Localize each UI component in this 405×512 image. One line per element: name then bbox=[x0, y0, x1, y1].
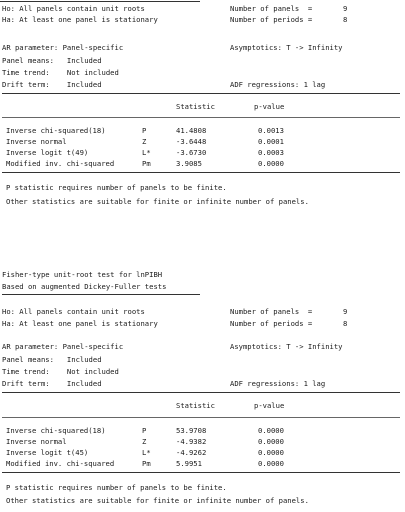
table-row-statistic: -3.6448 bbox=[176, 137, 207, 146]
table-row-symbol: L* bbox=[142, 148, 151, 157]
note-1: P statistic requires number of panels to be finite. bbox=[6, 183, 227, 192]
num-periods-label: Number of periods = bbox=[230, 15, 313, 24]
table-row-symbol: Z bbox=[142, 137, 147, 146]
table-row-symbol: Pm bbox=[142, 159, 151, 168]
time-trend: Time trend: Not included bbox=[2, 367, 119, 376]
title-rule bbox=[2, 294, 200, 295]
num-periods-label: Number of periods = bbox=[230, 319, 313, 328]
col-pvalue: p-value bbox=[254, 102, 285, 111]
note-2: Other statistics are suitable for finite or infinite number of panels. bbox=[6, 197, 309, 206]
drift-term: Drift term: Included bbox=[2, 379, 102, 388]
num-periods-value: 8 bbox=[343, 319, 348, 328]
table-row-pvalue: 0.0000 bbox=[258, 448, 284, 457]
asymptotics: Asymptotics: T -> Infinity bbox=[230, 342, 343, 351]
table-row-pvalue: 0.0013 bbox=[258, 126, 284, 135]
table-row-symbol: Pm bbox=[142, 459, 151, 468]
table-row-symbol: P bbox=[142, 126, 147, 135]
num-panels-value: 9 bbox=[343, 307, 348, 316]
ha-line: Ha: At least one panel is stationary bbox=[2, 15, 158, 24]
table-row-name: Inverse logit t(45) bbox=[6, 448, 89, 457]
table-row-name: Inverse normal bbox=[6, 137, 67, 146]
col-statistic: Statistic bbox=[176, 102, 215, 111]
table-row-name: Inverse normal bbox=[6, 437, 67, 446]
table-row-name: Modified inv. chi-squared bbox=[6, 159, 115, 168]
table-row-name: Inverse logit t(49) bbox=[6, 148, 89, 157]
ar-parameter: AR parameter: Panel-specific bbox=[2, 342, 124, 351]
table-row-name: Modified inv. chi-squared bbox=[6, 459, 115, 468]
table-row-pvalue: 0.0000 bbox=[258, 159, 284, 168]
num-panels-label: Number of panels = bbox=[230, 4, 313, 13]
note-1: P statistic requires number of panels to be finite. bbox=[6, 483, 227, 492]
time-trend: Time trend: Not included bbox=[2, 68, 119, 77]
table-row-symbol: P bbox=[142, 426, 147, 435]
table-row-pvalue: 0.0000 bbox=[258, 437, 284, 446]
table-row-pvalue: 0.0003 bbox=[258, 148, 284, 157]
table-row-symbol: Z bbox=[142, 437, 147, 446]
table-row-pvalue: 0.0000 bbox=[258, 426, 284, 435]
h0-line: Ho: All panels contain unit roots bbox=[2, 4, 145, 13]
h0-line: Ho: All panels contain unit roots bbox=[2, 307, 145, 316]
table-row-name: Inverse chi-squared(18) bbox=[6, 126, 106, 135]
table-row-symbol: L* bbox=[142, 448, 151, 457]
test-title: Fisher-type unit-root test for lnPIBH bbox=[2, 270, 163, 279]
table-row-statistic: -4.9262 bbox=[176, 448, 207, 457]
table-row-statistic: 53.9708 bbox=[176, 426, 207, 435]
num-panels-value: 9 bbox=[343, 4, 348, 13]
table-row-name: Inverse chi-squared(18) bbox=[6, 426, 106, 435]
table-row-statistic: -4.9382 bbox=[176, 437, 207, 446]
note-2: Other statistics are suitable for finite or infinite number of panels. bbox=[6, 496, 309, 505]
col-statistic: Statistic bbox=[176, 401, 215, 410]
table-row-pvalue: 0.0001 bbox=[258, 137, 284, 146]
table2-header-rule bbox=[2, 417, 400, 418]
table2-top-rule bbox=[2, 392, 400, 393]
table2-bottom-rule bbox=[2, 472, 400, 473]
table-row-statistic: -3.6730 bbox=[176, 148, 207, 157]
ar-parameter: AR parameter: Panel-specific bbox=[2, 43, 124, 52]
col-pvalue: p-value bbox=[254, 401, 285, 410]
ha-line: Ha: At least one panel is stationary bbox=[2, 319, 158, 328]
num-periods-value: 8 bbox=[343, 15, 348, 24]
asymptotics: Asymptotics: T -> Infinity bbox=[230, 43, 343, 52]
panel-means: Panel means: Included bbox=[2, 56, 102, 65]
table-row-statistic: 41.4808 bbox=[176, 126, 207, 135]
table1-top-rule bbox=[2, 93, 400, 94]
top-rule bbox=[0, 1, 200, 2]
table-row-pvalue: 0.0000 bbox=[258, 459, 284, 468]
drift-term: Drift term: Included bbox=[2, 80, 102, 89]
adf-regressions: ADF regressions: 1 lag bbox=[230, 379, 326, 388]
test-subtitle: Based on augmented Dickey-Fuller tests bbox=[2, 282, 167, 291]
table-row-statistic: 5.9951 bbox=[176, 459, 202, 468]
num-panels-label: Number of panels = bbox=[230, 307, 313, 316]
adf-regressions: ADF regressions: 1 lag bbox=[230, 80, 326, 89]
table1-header-rule bbox=[2, 117, 400, 118]
panel-means: Panel means: Included bbox=[2, 355, 102, 364]
table1-bottom-rule bbox=[2, 172, 400, 173]
table-row-statistic: 3.9085 bbox=[176, 159, 202, 168]
